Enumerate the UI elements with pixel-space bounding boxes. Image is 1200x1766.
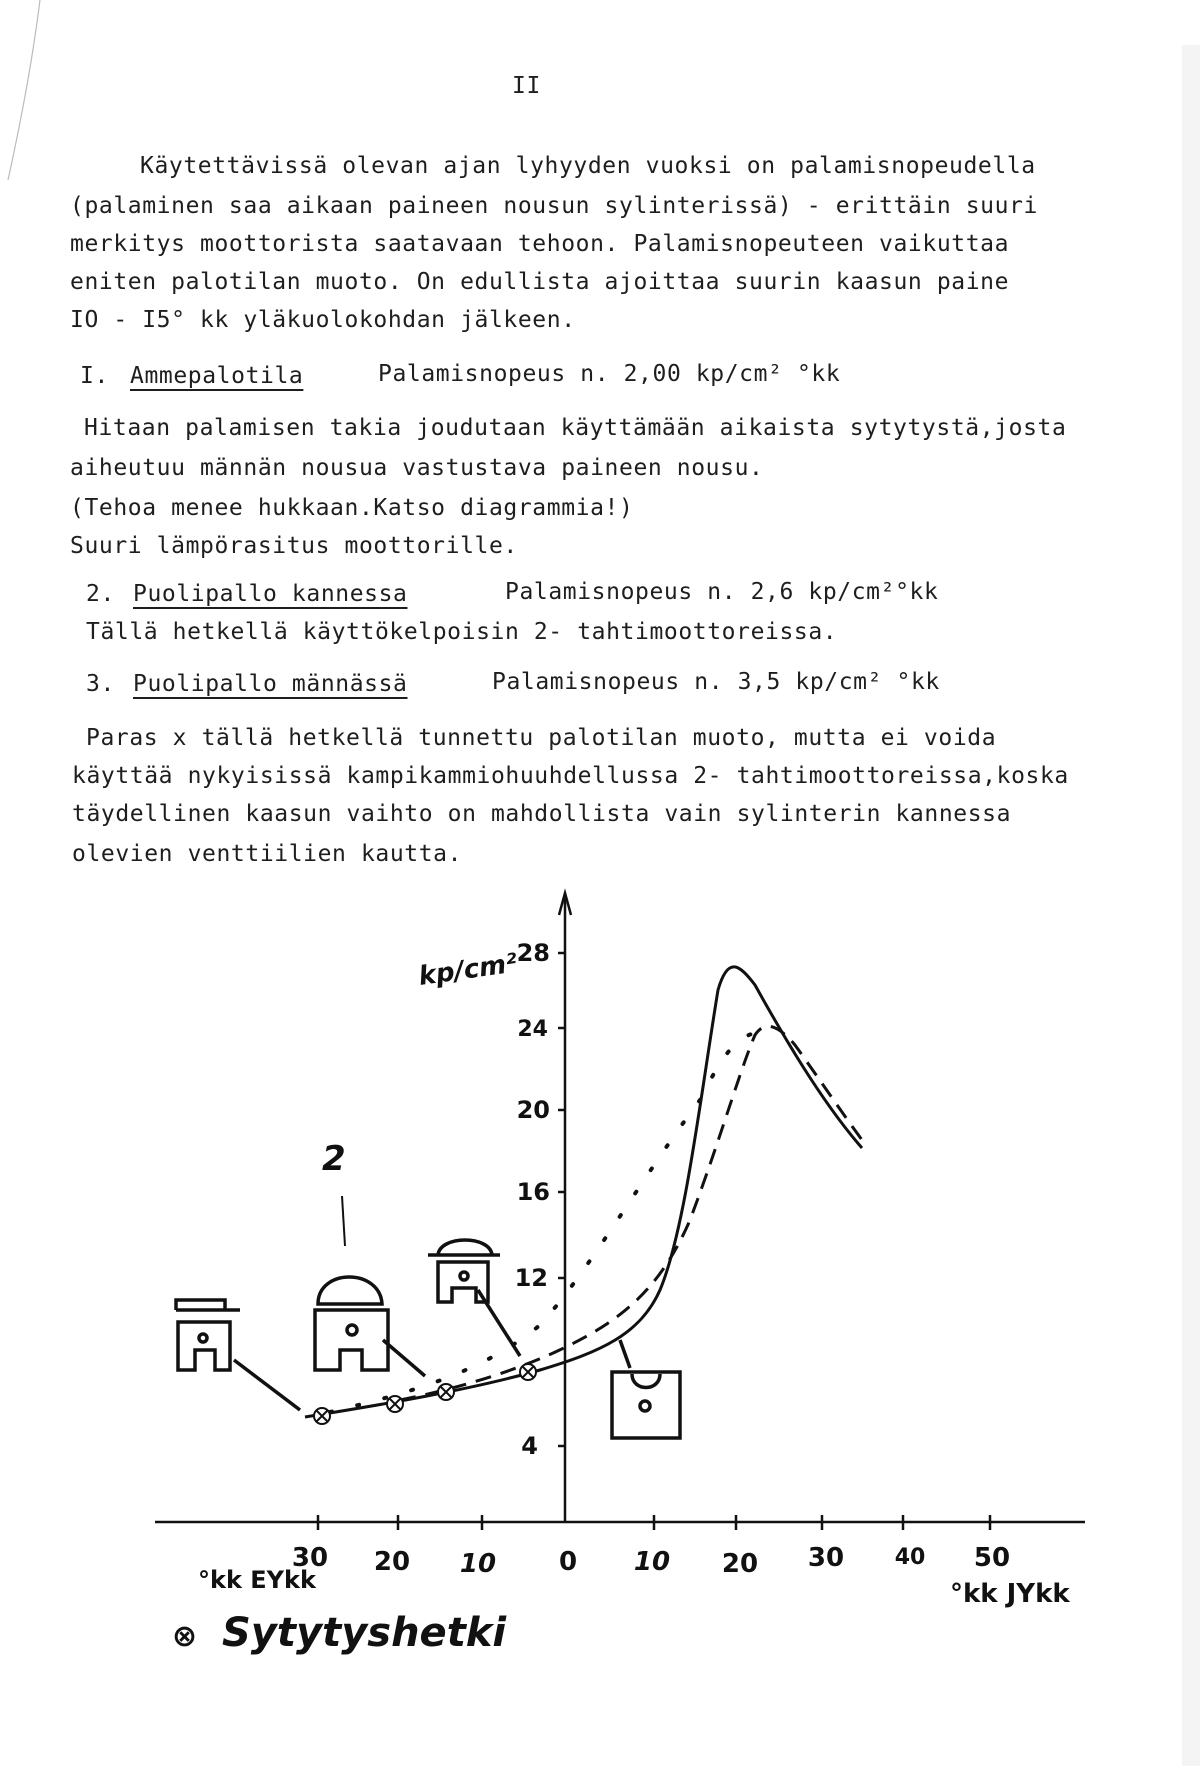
x-tick-label: 10: [633, 1547, 671, 1577]
y-tick-label: 4: [521, 1432, 538, 1460]
chamber-sketch-4: [612, 1340, 680, 1438]
section-title: Puolipallo männässä: [133, 671, 408, 697]
y-tick-label: 24: [517, 1017, 548, 1042]
section-speed: Palamisnopeus n. 2,6 kp/cm²°kk: [505, 579, 939, 605]
chamber-sketch-3: [428, 1240, 520, 1356]
intro-line: eniten palotilan muoto. On edullista ajoittaa suurin kaasun paine: [70, 269, 1010, 295]
section-number: 2.: [86, 581, 115, 607]
section-title: Puolipallo kannessa: [133, 581, 408, 607]
x-tick-label: 20: [373, 1547, 411, 1577]
paper-fold-line: [0, 0, 60, 200]
pressure-diagram: [0, 870, 1200, 1750]
intro-line: Käytettävissä olevan ajan lyhyyden vuoksi on palamisnopeudella: [140, 153, 1036, 179]
y-tick-label: 12: [514, 1264, 548, 1292]
section-number: I.: [80, 363, 109, 389]
section-line: Paras x tällä hetkellä tunnettu palotilan muoto, mutta ei voida: [86, 725, 997, 751]
legend-text: Sytytyshetki: [222, 1610, 507, 1656]
y-axis-label: kp/cm²: [416, 948, 520, 992]
x-tick-label: 10: [459, 1549, 497, 1579]
section-line: Hitaan palamisen takia joudutaan käyttämään aikaista sytytystä,josta: [84, 415, 1067, 441]
x-left-label: °kk EYkk: [198, 1566, 316, 1594]
x-tick-label: 50: [973, 1543, 1011, 1573]
curve-dashed: [400, 1026, 862, 1400]
legend-symbol: ⊗: [172, 1619, 198, 1654]
annotation-number: 2: [322, 1139, 346, 1179]
intro-line: merkitys moottorista saatavaan tehoon. Palamisnopeuteen vaikuttaa: [70, 231, 1010, 257]
section-line: Suuri lämpörasitus moottorille.: [70, 533, 518, 559]
section-line: aiheutuu männän nousua vastustava paineen nousu.: [70, 455, 764, 481]
curve-dotted: [330, 1032, 760, 1412]
annotation-pointer: [342, 1196, 345, 1246]
x-tick-label: 0: [558, 1547, 578, 1577]
section-title: Ammepalotila: [130, 363, 304, 389]
y-tick-label: 16: [516, 1178, 550, 1206]
y-tick-label: 28: [516, 939, 550, 967]
x-tick-label: 30: [291, 1543, 329, 1573]
section-speed: Palamisnopeus n. 3,5 kp/cm² °kk: [492, 669, 940, 695]
y-tick-label: 20: [516, 1096, 550, 1124]
x-tick-label: 40: [894, 1545, 926, 1570]
x-tick-label: 20: [721, 1549, 759, 1579]
page-number: II: [512, 73, 541, 99]
section-line: täydellinen kaasun vaihto on mahdollista vain sylinterin kannessa: [72, 801, 1012, 827]
section-line: (Tehoa menee hukkaan.Katso diagrammia!): [70, 495, 634, 521]
section-line: olevien venttiilien kautta.: [72, 841, 463, 867]
section-number: 3.: [86, 671, 115, 697]
chamber-sketch-1: [176, 1300, 300, 1410]
chamber-sketch-2: [315, 1277, 425, 1376]
intro-line: IO - I5° kk yläkuolokohdan jälkeen.: [70, 307, 576, 333]
x-right-label: °kk JYkk: [950, 1579, 1070, 1609]
x-tick-label: 30: [807, 1543, 845, 1573]
section-speed: Palamisnopeus n. 2,00 kp/cm² °kk: [378, 361, 841, 387]
section-line: Tällä hetkellä käyttökelpoisin 2- tahtimoottoreissa.: [86, 619, 838, 645]
intro-line: (palaminen saa aikaan paineen nousun sylinterissä) - erittäin suuri: [70, 193, 1038, 219]
section-line: käyttää nykyisissä kampikammiohuuhdellussa 2- tahtimoottoreissa,koska: [72, 763, 1069, 789]
